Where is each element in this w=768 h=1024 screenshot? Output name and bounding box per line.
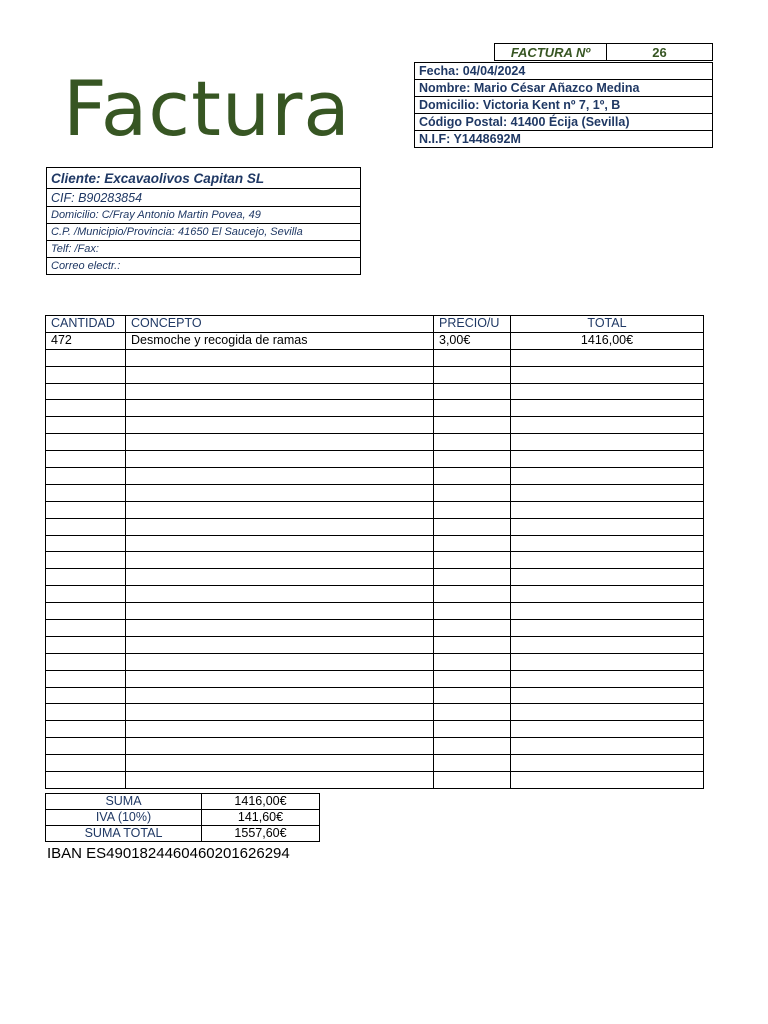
cell-precio (434, 366, 511, 383)
cell-precio (434, 434, 511, 451)
cell-cantidad (46, 468, 126, 485)
cell-concepto (126, 366, 434, 383)
client-address: Domicilio: C/Fray Antonio Martin Povea, 49 (47, 207, 361, 224)
table-row (46, 653, 704, 670)
table-row (46, 772, 704, 789)
client-cif: CIF: B90283854 (47, 189, 361, 207)
cell-precio (434, 670, 511, 687)
suma-total-label: SUMA TOTAL (46, 826, 202, 842)
cell-concepto (126, 518, 434, 535)
cell-cantidad (46, 670, 126, 687)
cell-cantidad (46, 434, 126, 451)
client-phone-fax: Telf: /Fax: (47, 241, 361, 258)
header-cantidad: CANTIDAD (46, 316, 126, 333)
cell-cantidad (46, 535, 126, 552)
cell-total (511, 704, 704, 721)
client-info (46, 167, 361, 275)
cell-total (511, 400, 704, 417)
table-row (46, 687, 704, 704)
table-row (46, 620, 704, 637)
cell-precio (434, 501, 511, 518)
invoice-number-label: FACTURA Nº (495, 44, 607, 60)
cell-precio (434, 586, 511, 603)
suma-value: 1416,00€ (202, 794, 320, 810)
cell-precio (434, 383, 511, 400)
cell-concepto (126, 417, 434, 434)
cell-precio (434, 738, 511, 755)
iva-label: IVA (10%) (46, 810, 202, 826)
cell-concepto (126, 636, 434, 653)
cell-cantidad (46, 586, 126, 603)
issuer-date: Fecha: 04/04/2024 (415, 63, 713, 80)
cell-total (511, 501, 704, 518)
cell-cantidad (46, 620, 126, 637)
issuer-postal-code: Código Postal: 41400 Écija (Sevilla) (415, 114, 713, 131)
table-row (46, 501, 704, 518)
cell-total (511, 552, 704, 569)
cell-concepto (126, 704, 434, 721)
cell-total (511, 603, 704, 620)
cell-precio (434, 552, 511, 569)
cell-cantidad (46, 417, 126, 434)
cell-cantidad (46, 738, 126, 755)
cell-total (511, 653, 704, 670)
cell-precio (434, 687, 511, 704)
issuer-name: Nombre: Mario César Añazco Medina (415, 80, 713, 97)
client-postal-info: C.P. /Municipio/Provincia: 41650 El Saucejo, Sevilla (47, 224, 361, 241)
table-row (46, 484, 704, 501)
invoice-number-box (494, 43, 713, 61)
cell-cantidad (46, 772, 126, 789)
cell-total (511, 687, 704, 704)
table-row (46, 704, 704, 721)
totals-row-suma (46, 794, 320, 810)
cell-cantidad (46, 501, 126, 518)
cell-cantidad (46, 451, 126, 468)
table-row (46, 569, 704, 586)
header-precio: PRECIO/U (434, 316, 511, 333)
cell-concepto (126, 434, 434, 451)
suma-label: SUMA (46, 794, 202, 810)
cell-cantidad (46, 400, 126, 417)
cell-cantidad (46, 569, 126, 586)
cell-concepto (126, 501, 434, 518)
cell-concepto (126, 653, 434, 670)
cell-total (511, 366, 704, 383)
cell-cantidad: 472 (46, 332, 126, 349)
cell-precio (434, 755, 511, 772)
cell-total (511, 738, 704, 755)
cell-precio (434, 603, 511, 620)
table-row (46, 636, 704, 653)
cell-total (511, 636, 704, 653)
cell-cantidad (46, 603, 126, 620)
cell-precio (434, 451, 511, 468)
cell-precio (434, 636, 511, 653)
cell-concepto (126, 349, 434, 366)
cell-concepto (126, 721, 434, 738)
cell-total (511, 349, 704, 366)
cell-total (511, 484, 704, 501)
table-row (46, 535, 704, 552)
cell-precio (434, 653, 511, 670)
header-concepto: CONCEPTO (126, 316, 434, 333)
items-header-row (46, 316, 704, 333)
cell-cantidad (46, 552, 126, 569)
cell-total (511, 586, 704, 603)
items-table (45, 315, 704, 789)
cell-concepto (126, 670, 434, 687)
cell-cantidad (46, 653, 126, 670)
suma-total-value: 1557,60€ (202, 826, 320, 842)
header-total: TOTAL (511, 316, 704, 333)
cell-total (511, 535, 704, 552)
cell-total (511, 451, 704, 468)
table-row (46, 434, 704, 451)
cell-cantidad (46, 721, 126, 738)
cell-cantidad (46, 704, 126, 721)
cell-cantidad (46, 636, 126, 653)
cell-concepto (126, 552, 434, 569)
cell-cantidad (46, 349, 126, 366)
cell-concepto (126, 451, 434, 468)
cell-precio (434, 535, 511, 552)
totals-row-total (46, 826, 320, 842)
cell-precio (434, 349, 511, 366)
cell-concepto (126, 586, 434, 603)
issuer-nif: N.I.F: Y1448692M (415, 131, 713, 148)
cell-concepto (126, 755, 434, 772)
cell-concepto (126, 569, 434, 586)
cell-precio (434, 704, 511, 721)
cell-precio (434, 721, 511, 738)
totals-row-iva (46, 810, 320, 826)
cell-total (511, 670, 704, 687)
cell-cantidad (46, 366, 126, 383)
cell-total (511, 518, 704, 535)
cell-total (511, 620, 704, 637)
cell-total: 1416,00€ (511, 332, 704, 349)
cell-precio (434, 569, 511, 586)
cell-total (511, 755, 704, 772)
cell-cantidad (46, 687, 126, 704)
table-row (46, 738, 704, 755)
cell-total (511, 569, 704, 586)
cell-precio (434, 518, 511, 535)
cell-cantidad (46, 383, 126, 400)
cell-precio (434, 417, 511, 434)
cell-concepto (126, 400, 434, 417)
issuer-info (414, 62, 713, 148)
cell-total (511, 383, 704, 400)
cell-total (511, 721, 704, 738)
cell-concepto (126, 620, 434, 637)
table-row (46, 468, 704, 485)
cell-total (511, 468, 704, 485)
page-title: Factura (63, 64, 351, 153)
table-row (46, 603, 704, 620)
table-row (46, 586, 704, 603)
invoice-number-value: 26 (652, 45, 667, 60)
cell-precio (434, 400, 511, 417)
table-row (46, 670, 704, 687)
cell-total (511, 434, 704, 451)
table-row (46, 400, 704, 417)
iva-value: 141,60€ (202, 810, 320, 826)
cell-cantidad (46, 755, 126, 772)
cell-concepto (126, 687, 434, 704)
cell-precio (434, 468, 511, 485)
client-email: Correo electr.: (47, 258, 361, 275)
cell-concepto (126, 738, 434, 755)
table-row (46, 755, 704, 772)
cell-cantidad (46, 484, 126, 501)
table-row (46, 417, 704, 434)
table-row (46, 721, 704, 738)
table-row (46, 383, 704, 400)
table-row (46, 349, 704, 366)
issuer-address: Domicilio: Victoria Kent nº 7, 1º, B (415, 97, 713, 114)
table-row (46, 332, 704, 349)
cell-total (511, 772, 704, 789)
cell-precio (434, 620, 511, 637)
cell-concepto: Desmoche y recogida de ramas (126, 332, 434, 349)
totals-table (45, 793, 320, 842)
iban: IBAN ES4901824460460201626294 (47, 845, 290, 862)
cell-concepto (126, 484, 434, 501)
cell-concepto (126, 772, 434, 789)
cell-precio (434, 484, 511, 501)
cell-concepto (126, 468, 434, 485)
cell-cantidad (46, 518, 126, 535)
cell-concepto (126, 535, 434, 552)
cell-precio (434, 772, 511, 789)
cell-concepto (126, 603, 434, 620)
cell-concepto (126, 383, 434, 400)
table-row (46, 366, 704, 383)
table-row (46, 552, 704, 569)
client-name: Cliente: Excavaolivos Capitan SL (47, 168, 361, 189)
table-row (46, 451, 704, 468)
table-row (46, 518, 704, 535)
cell-precio: 3,00€ (434, 332, 511, 349)
cell-total (511, 417, 704, 434)
